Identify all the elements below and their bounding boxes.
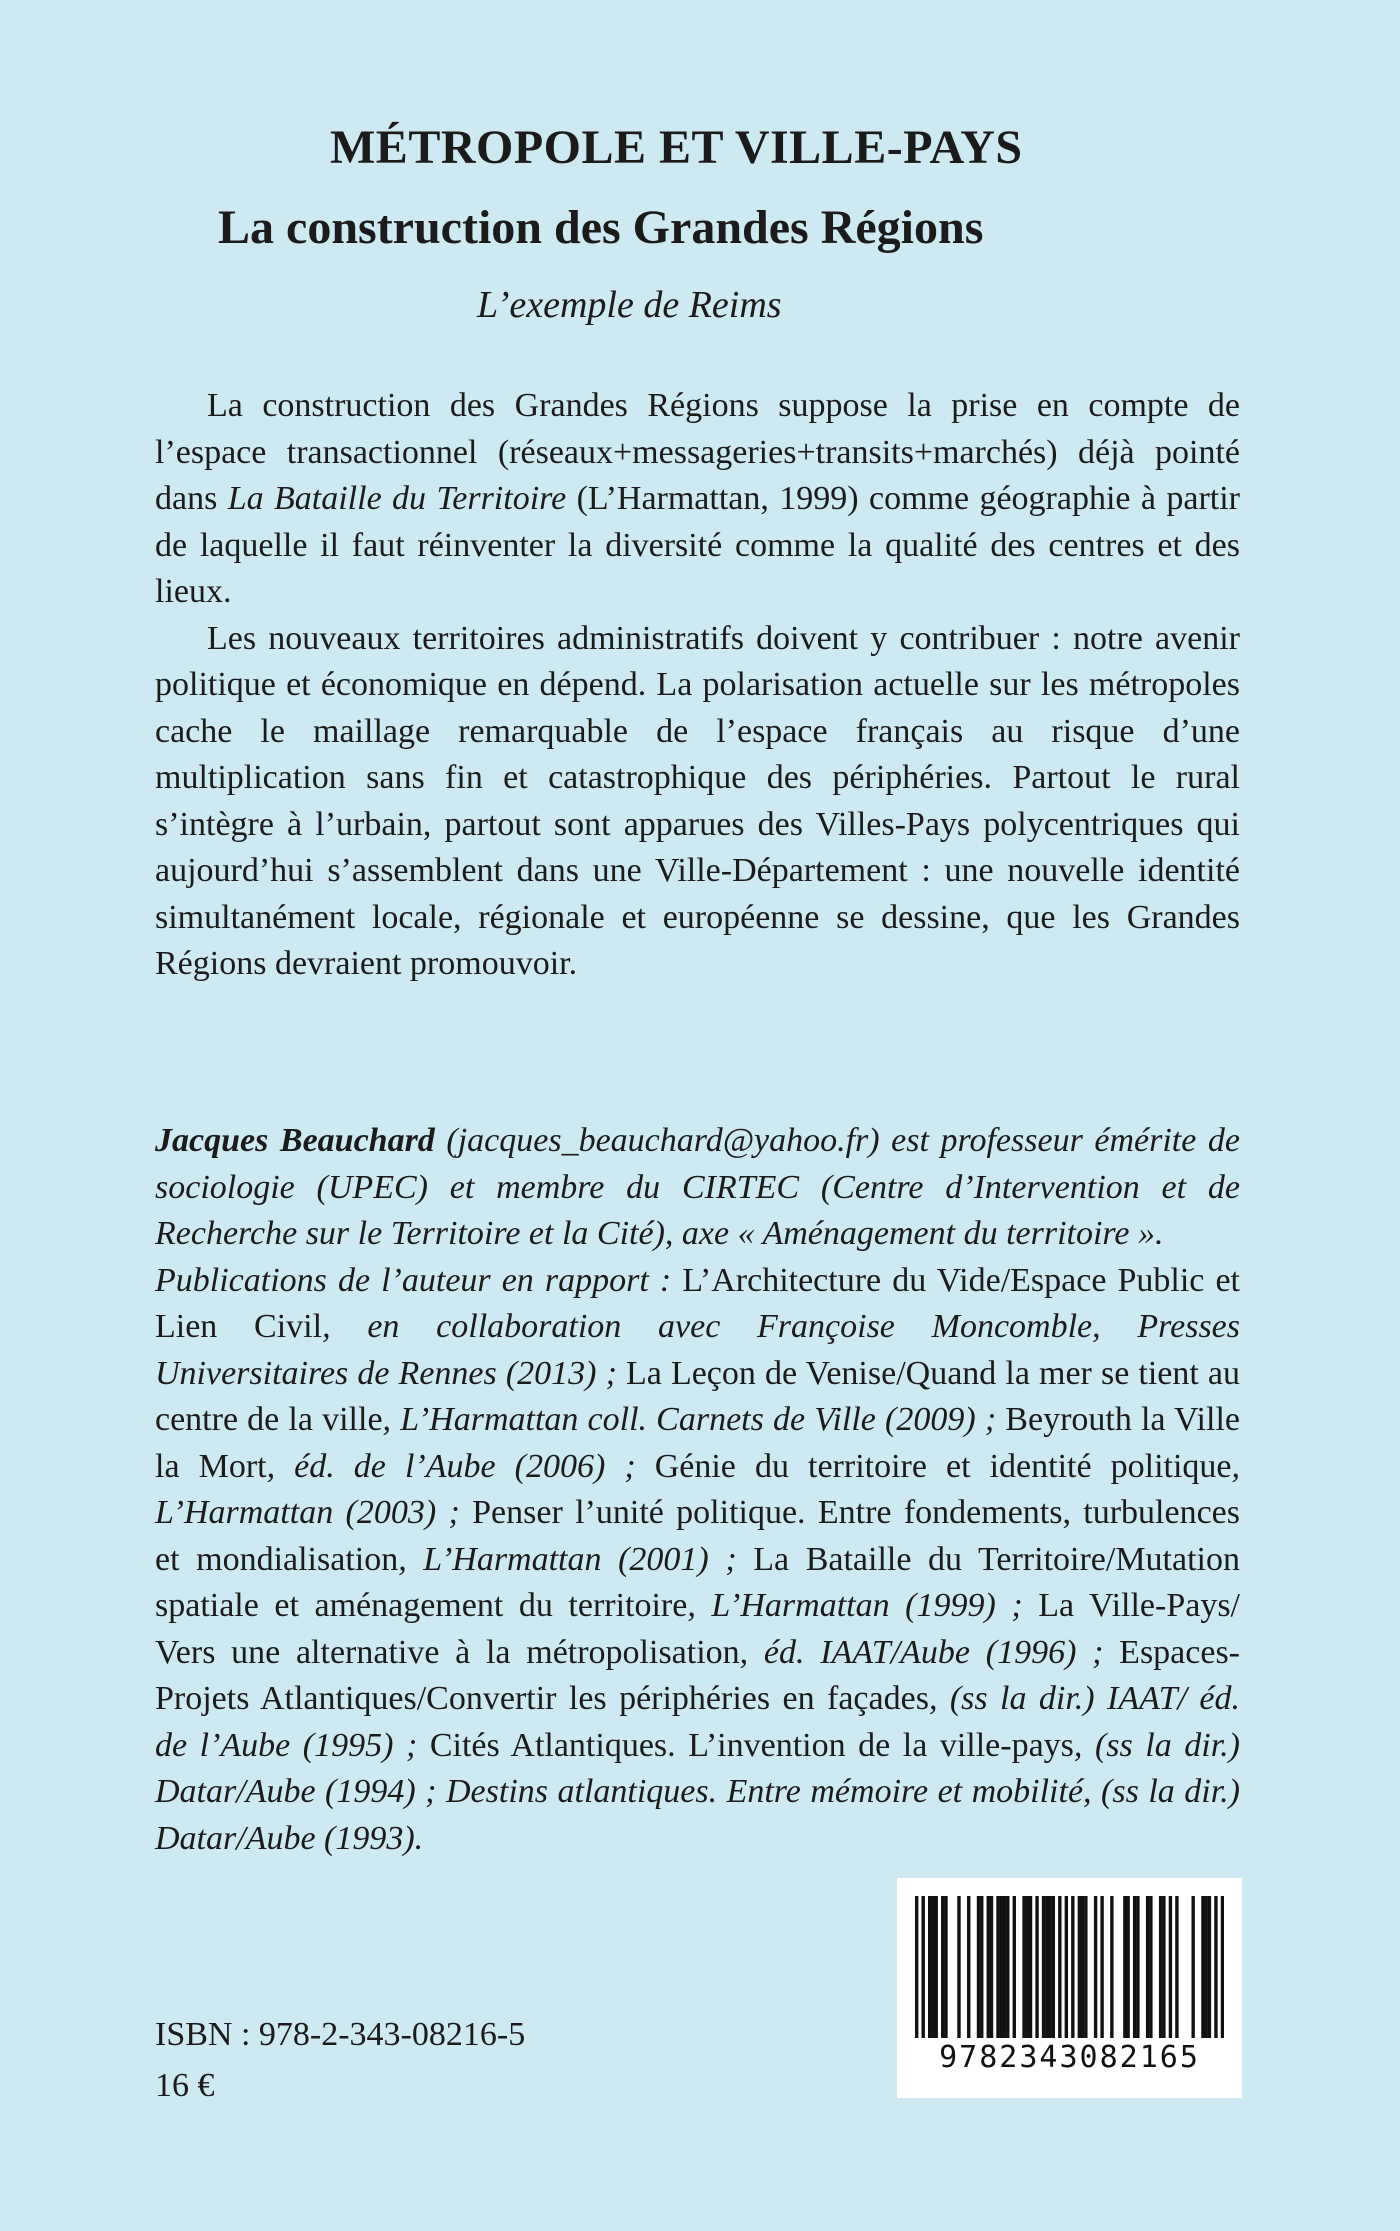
pub-title: La Bataille du Territoire/Mutation spatiale et aménagement du territoire [155,1540,1240,1624]
pub-detail: , (ss la dir.) Datar/Aube (1994) ; Destins atlantiques. Entre mémoire et mobilité, (ss la dir.) Datar/Aube (1993). [155,1726,1241,1857]
barcode-bar [1071,1896,1074,2038]
pub-title: Cités Atlantiques. L’invention de la ville-pays [429,1726,1074,1764]
barcode [897,1878,1242,2098]
barcode-bar [967,1896,970,2038]
barcode-bar [980,1896,983,2038]
barcode-bar [996,1896,999,2038]
barcode-bar [1084,1896,1087,2038]
summary-p1-end: (L’Harmattan, 1999) comme géographie à partir de laquelle il faut réinventer la diversité comme la qualité des centres et des lieux. [155,480,1241,610]
barcode-bar [928,1896,931,2038]
book-tagline: L’exemple de Reims [477,284,782,326]
book-subtitle: La construction des Grandes Régions [218,201,984,254]
barcode-bar [1006,1896,1009,2038]
barcode-bar [1029,1896,1032,2038]
barcode-bar [1146,1896,1149,2038]
barcode-bar [977,1896,980,2038]
barcode-bar [1123,1896,1126,2038]
summary-book-title: La Bataille du Territoire [227,480,567,517]
barcode-bar [1065,1896,1068,2038]
barcode-bar [1100,1896,1103,2038]
barcode-bar [1026,1896,1029,2038]
barcode-bar [941,1896,944,2038]
pub-detail: , L’Harmattan (1999) ; [687,1587,1039,1624]
barcode-bar [1133,1896,1136,2038]
barcode-bar [1201,1896,1204,2038]
barcode-bar [1162,1896,1165,2038]
summary-text [155,383,1240,988]
barcode-bar [1042,1896,1045,2038]
author-name: Jacques Beauchard [155,1122,435,1159]
barcode-bar [1022,1896,1025,2038]
author-intro: (jacques_beauchard@yahoo.fr) est professeur émérite de sociologie (UPEC) et membre du CIRTEC (Centre d’Intervention et de Recherche sur le Territoire et la Cité), axe « Aménagement du territoire ». [155,1122,1240,1252]
barcode-bar [1159,1896,1162,2038]
pub-detail: , (ss la dir.) IAAT/ éd. de l’Aube (1995) ; [155,1680,1240,1764]
barcode-bar [915,1896,918,2038]
pub-detail: , L’Harmattan coll. Carnets de Ville (2009) ; [382,1401,1006,1438]
pub-detail: , en collaboration avec Françoise Moncomble, Presses Universitaires de Rennes (2013) ; [155,1308,1240,1392]
pub-title: Penser l’unité politique. Entre fondements, turbulences et mondialisation [155,1494,1240,1578]
book-title: MÉTROPOLE ET VILLE-PAYS [330,121,1023,174]
barcode-digits: 9782343082165 [939,2040,1200,2075]
barcode-bar [1013,1896,1016,2038]
publications-label: Publications de l’auteur en rapport : [155,1261,683,1299]
isbn-label: ISBN : 978-2-343-08216-5 [155,2016,526,2053]
barcode-bar [957,1896,960,2038]
pub-detail: , L’Harmattan (2003) ; [155,1447,1240,1531]
barcode-bar [1045,1896,1048,2038]
pub-detail: , éd. IAAT/Aube (1996) ; [739,1633,1120,1671]
summary-paragraph-2: Les nouveaux territoires administratifs doivent y contribuer : notre avenir politique et économique en dépend. La polarisation actuelle sur les métropoles cache le maillage remarquable de l’espace français au risque d’une multiplication sans fin et catastrophique des périphéries. Partout le rural s’intègre à l’urbain, partout sont apparues des Villes-Pays polycentriques qui aujourd’hui s’assemblent dans une Ville-Département : une nouvelle identité simultanément locale, régionale et européenne se dessine, que les Grandes Régions devraient promouvoir. [155,619,1240,982]
barcode-bar [1175,1896,1178,2038]
bio-paragraph [155,1118,1240,1862]
barcode-bar [944,1896,947,2038]
barcode-bar [1136,1896,1139,2038]
barcode-bar [1191,1896,1194,2038]
barcode-bar [1048,1896,1051,2038]
barcode-bar [931,1896,934,2038]
barcode-bar [1000,1896,1003,2038]
barcode-bar [1214,1896,1217,2038]
barcode-bar [922,1896,925,2038]
barcode-bar [987,1896,990,2038]
pub-detail: , L’Harmattan (2001) ; [398,1540,754,1578]
barcode-bar [1081,1896,1084,2038]
summary-paragraph-1 [155,383,1240,616]
barcode-bar [1035,1896,1038,2038]
barcode-bar [1204,1896,1207,2038]
pub-title: Génie du territoire et identité politique [654,1447,1232,1485]
barcode-bars [915,1896,1224,2038]
pub-title: Espaces-Projets Atlantiques/Convertir les périphéries en façades [155,1633,1240,1717]
price-label: 16 € [155,2067,215,2104]
barcode-bar [1003,1896,1006,2038]
pub-title: Beyrouth la Ville la Mort [155,1401,1240,1485]
summary-p1-start: La construction des Grandes Régions suppose la prise en compte de l’espace transactionnel (réseaux+messageries+transits+marchés) déjà pointé dans [155,387,1240,517]
barcode-bar [1221,1896,1224,2038]
pub-title: La Leçon de Venise/Quand la mer se tient au centre de la ville [155,1354,1240,1438]
barcode-bar [990,1896,993,2038]
barcode-bar [1052,1896,1055,2038]
pub-title: L’Architecture du Vide/Espace Public et Lien Civil [155,1261,1241,1345]
barcode-bar [1094,1896,1097,2038]
barcode-bar [1208,1896,1211,2038]
author-bio [155,1118,1240,1862]
pub-title: La Ville-Pays/ Vers une alternative à la métropolisation [155,1587,1240,1671]
barcode-bar [1149,1896,1152,2038]
barcode-bar [935,1896,938,2038]
barcode-bar [1169,1896,1172,2038]
barcode-bar [1058,1896,1061,2038]
barcode-bar [1078,1896,1081,2038]
barcode-bar [1110,1896,1113,2038]
barcode-bar [1126,1896,1129,2038]
pub-detail: , éd. de l’Aube (2006) ; [266,1447,655,1485]
